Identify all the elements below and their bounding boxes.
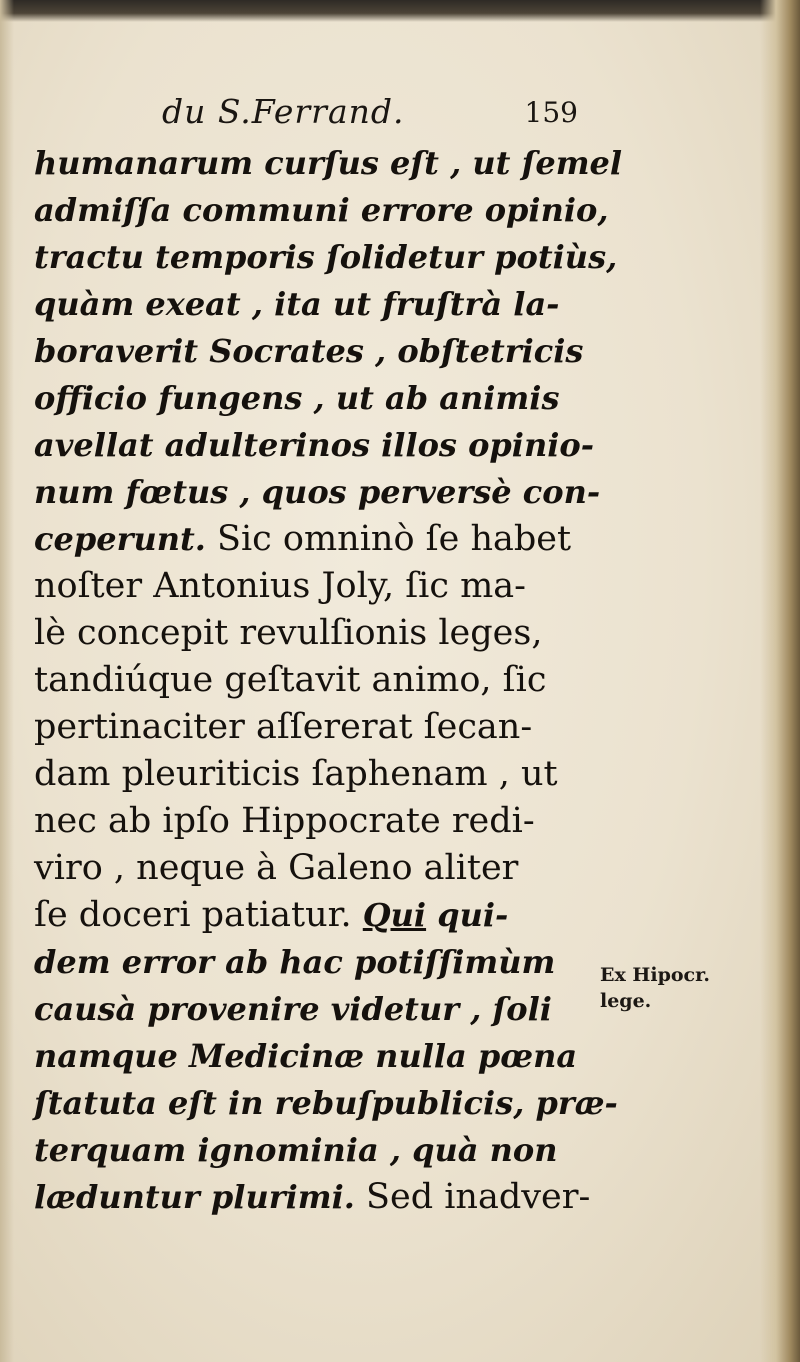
text-segment: noſter Antonius Joly, ſic ma- bbox=[34, 566, 526, 606]
page-top-edge bbox=[0, 0, 800, 22]
margin-note bbox=[600, 962, 710, 1014]
text-line bbox=[34, 1127, 600, 1174]
text-line bbox=[34, 845, 600, 892]
text-line bbox=[34, 375, 600, 422]
body-text bbox=[34, 140, 623, 1221]
text-line bbox=[34, 281, 600, 328]
text-line bbox=[34, 657, 600, 704]
text-line bbox=[34, 563, 600, 610]
text-segment: humanarum curſus eſt , ut ſemel bbox=[34, 144, 623, 182]
text-line bbox=[34, 187, 609, 234]
text-segment: læduntur plurimi. bbox=[34, 1178, 355, 1216]
text-line bbox=[34, 234, 618, 281]
text-line bbox=[34, 140, 623, 187]
text-line bbox=[34, 751, 600, 798]
margin-note-line: lege. bbox=[600, 990, 652, 1012]
text-segment: ſtatuta eſt in rebuſpublicis, præ- bbox=[34, 1084, 618, 1122]
text-segment: officio fungens , ut ab animis bbox=[34, 379, 560, 417]
text-line bbox=[34, 469, 600, 516]
text-line bbox=[34, 798, 600, 845]
text-segment: quàm exeat , ita ut fruſtrà la- bbox=[34, 285, 560, 323]
margin-note-line: Ex Hipocr. bbox=[600, 964, 711, 986]
text-segment: num fœtus , quos perversè con- bbox=[34, 473, 601, 511]
text-segment: terquam ignominia , quà non bbox=[34, 1131, 558, 1169]
text-line bbox=[34, 328, 600, 375]
text-segment: pertinaciter aſſererat ſecan- bbox=[34, 707, 533, 747]
text-segment: tandiúque geſtavit animo, ſic bbox=[34, 660, 547, 700]
text-line bbox=[34, 986, 600, 1033]
text-segment: nec ab ipſo Hippocrate redi- bbox=[34, 801, 535, 841]
text-line bbox=[34, 1174, 600, 1221]
text-line bbox=[34, 939, 600, 986]
text-segment: ſe doceri patiatur. bbox=[34, 895, 363, 935]
text-segment: tractu temporis ſolidetur potiùs, bbox=[34, 238, 618, 276]
text-segment: qui- bbox=[426, 896, 509, 934]
text-segment: Sic omninò ſe habet bbox=[205, 519, 572, 559]
text-segment: dam pleuriticis ſaphenam , ut bbox=[34, 754, 558, 794]
page-right-edge bbox=[760, 0, 800, 1362]
page-number: 159 bbox=[524, 96, 578, 129]
text-segment: Qui bbox=[362, 896, 427, 934]
text-line bbox=[34, 422, 600, 469]
text-segment: dem error ab hac potiſſimùm bbox=[34, 943, 556, 981]
text-line bbox=[34, 1080, 618, 1127]
text-segment: Sed inadver- bbox=[354, 1177, 591, 1217]
page-gutter-shadow bbox=[0, 0, 14, 1362]
text-segment: viro , neque à Galeno aliter bbox=[34, 848, 519, 888]
running-head: du S.Ferrand. bbox=[162, 92, 405, 131]
text-segment: namque Medicinæ nulla pœna bbox=[34, 1037, 578, 1075]
text-segment: lè concepit revulſionis leges, bbox=[34, 613, 543, 653]
text-segment: boraverit Socrates , obſtetricis bbox=[34, 332, 584, 370]
page-header bbox=[162, 92, 582, 142]
text-line bbox=[34, 516, 600, 563]
text-segment: admiſſa communi errore opinio, bbox=[34, 191, 609, 229]
text-segment: avellat adulterinos illos opinio- bbox=[34, 426, 594, 464]
text-line bbox=[34, 892, 600, 939]
text-segment: causà provenire videtur , ſoli bbox=[34, 990, 552, 1028]
text-line bbox=[34, 704, 600, 751]
text-line bbox=[34, 1033, 600, 1080]
text-segment: ceperunt. bbox=[34, 520, 206, 558]
text-line bbox=[34, 610, 600, 657]
